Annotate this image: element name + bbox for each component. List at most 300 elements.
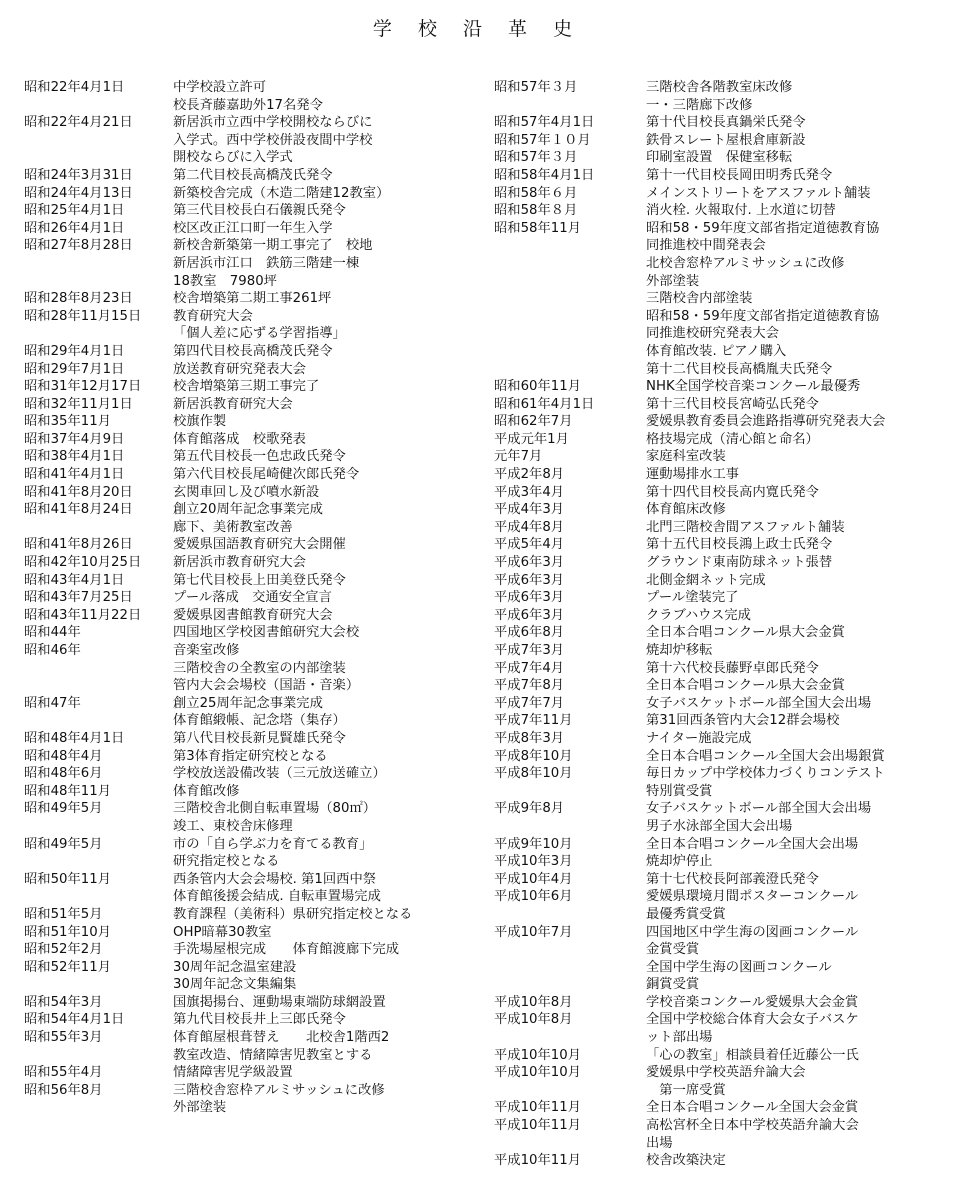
entry-text: 同推進校中間発表会 (646, 238, 766, 254)
entry-text: 音楽室改修 (173, 643, 240, 658)
entry-text: OHP暗幕30教室 (173, 924, 272, 940)
history-entry (494, 695, 949, 713)
history-entry (24, 202, 464, 220)
history-column-right (494, 79, 949, 1170)
entry-date: 昭和55年3月 (24, 1030, 103, 1046)
history-entry (494, 431, 949, 449)
entry-text: 愛媛県国語教育研究大会開催 (173, 537, 346, 553)
history-entry (494, 765, 949, 783)
entry-date: 平成10年10月 (494, 1047, 582, 1063)
history-entry (24, 484, 464, 502)
history-entry (494, 484, 949, 502)
entry-text: 三階校舎窓枠アルミサッシュに改修 (173, 1082, 385, 1098)
entry-date: 昭和35年11月 (24, 414, 112, 430)
history-entry (24, 185, 464, 203)
entry-date: 昭和51年10月 (24, 924, 112, 940)
history-entry (494, 185, 949, 203)
entry-date: 昭和38年4月1日 (24, 449, 125, 465)
history-entry (494, 1135, 949, 1153)
entry-text: 第十三代目校長宮崎弘氏発令 (646, 396, 819, 412)
entry-date: 昭和43年11月22日 (24, 607, 142, 623)
entry-text: 第十一代目校長岡田明秀氏発令 (646, 167, 833, 183)
entry-date: 平成9年8月 (494, 801, 565, 817)
history-entry (494, 237, 949, 255)
history-entry (24, 712, 464, 730)
entry-text: 消火栓. 火報取付. 上水道に切替 (646, 203, 836, 219)
history-entry (494, 906, 949, 924)
entry-text: 市の「自ら学ぶ力を育てる教育」 (173, 836, 373, 852)
entry-text: 新校舎新築第一期工事完了 校地 (173, 238, 373, 254)
history-entry (494, 114, 949, 132)
entry-date (494, 941, 646, 959)
history-entry (24, 1029, 464, 1047)
entry-text: 最優秀賞受賞 (646, 906, 726, 922)
entry-date: 昭和54年4月1日 (24, 1012, 125, 1028)
history-entry (24, 730, 464, 748)
entry-text: 開校ならびに入学式 (173, 150, 293, 166)
entry-date: 平成10年10月 (494, 1065, 582, 1081)
entry-text: 第五代目校長一色忠政氏発令 (173, 449, 346, 465)
history-entry (24, 800, 464, 818)
entry-text: 全国中学校総合体育大会女子バスケ (646, 1012, 859, 1028)
entry-text: 校区改正江口町一年生入学 (173, 220, 333, 236)
entry-date: 平成4年3月 (494, 502, 565, 518)
entry-date (494, 273, 646, 291)
entry-text: 北校舎窓枠アルミサッシュに改修 (646, 255, 845, 271)
entry-text: 第七代目校長上田美登氏発令 (173, 572, 346, 588)
history-entry (24, 783, 464, 801)
entry-date (494, 906, 646, 924)
entry-text: 愛媛県環境月間ポスターコンクール (646, 889, 859, 905)
entry-text: 第十五代目校長鴻上政士氏発令 (646, 537, 833, 553)
history-entry (494, 132, 949, 150)
entry-text: 30周年記念文集編集 (173, 977, 297, 993)
entry-date: 昭和58年８月 (494, 203, 578, 219)
entry-text: 高松宮杯全日本中学校英語弁論大会 (646, 1118, 859, 1134)
entry-text: 全日本合唱コンクール全国大会金賞 (646, 1100, 859, 1116)
history-entry (24, 1099, 464, 1117)
entry-text: 特別賞受賞 (646, 783, 713, 799)
entry-date: 平成10年4月 (494, 871, 573, 887)
entry-date: 昭和61年4月1日 (494, 396, 595, 412)
entry-text: 管内大会会場校（国語・音楽） (173, 678, 360, 694)
history-entry (24, 378, 464, 396)
history-entry (24, 167, 464, 185)
history-entry (24, 660, 464, 678)
entry-date (24, 273, 173, 291)
entry-text: 体育館緞帳、記念塔（集存） (173, 713, 346, 729)
entry-text: 愛媛県中学校英語弁論大会 (646, 1065, 806, 1081)
history-entry (24, 871, 464, 889)
history-entry (24, 607, 464, 625)
entry-text: 体育館改装. ピアノ購入 (646, 343, 787, 359)
entry-text: 情緒障害児学級設置 (173, 1065, 293, 1081)
entry-text: 教育研究大会 (173, 308, 253, 324)
history-entry (494, 290, 949, 308)
entry-date (494, 976, 646, 994)
history-entry (494, 273, 949, 291)
entry-text: 第三代目校長白石儀親氏発令 (173, 203, 346, 219)
history-entry (494, 800, 949, 818)
history-entry (24, 290, 464, 308)
entry-text: 体育館後援会結成. 自転車置場完成 (173, 889, 381, 905)
entry-text: 一・三階廊下改修 (646, 97, 753, 113)
entry-date: 昭和62年7月 (494, 414, 573, 430)
entry-text: メインストリートをアスファルト舗装 (646, 185, 871, 201)
entry-date: 昭和25年4月1日 (24, 203, 125, 219)
history-entry (24, 906, 464, 924)
entry-text: 廊下、美術教室改善 (173, 519, 293, 535)
entry-date: 平成10年7月 (494, 924, 573, 940)
entry-date: 平成7年3月 (494, 643, 565, 658)
history-entry (494, 1099, 949, 1117)
entry-text: 男子水泳部全国大会出場 (646, 818, 793, 834)
entry-text: 全国中学生海の図画コンクール (646, 959, 832, 975)
entry-text: 北側金網ネット完成 (646, 572, 766, 588)
entry-date: 昭和47年 (24, 695, 81, 711)
entry-date: 昭和44年 (24, 625, 81, 641)
entry-date (24, 132, 173, 150)
entry-text: 校舎増築第三期工事完了 (173, 379, 320, 395)
history-entry (494, 97, 949, 115)
entry-date (24, 976, 173, 994)
history-entry (494, 378, 949, 396)
history-entry (494, 343, 949, 361)
entry-date: 昭和52年11月 (24, 959, 112, 975)
entry-date (494, 325, 646, 343)
history-entry (494, 202, 949, 220)
entry-date (24, 1047, 173, 1065)
entry-text: 全日本合唱コンクール全国大会出場 (646, 836, 859, 852)
entry-date: 昭和29年4月1日 (24, 343, 125, 359)
entry-date: 昭和49年5月 (24, 801, 103, 817)
entry-text: 金賞受賞 (646, 942, 700, 958)
entry-text: 第六代目校長尾崎健次郎氏発令 (173, 467, 360, 483)
entry-text: 第八代目校長新見賢雄氏発令 (173, 730, 346, 746)
entry-date: 平成4年8月 (494, 519, 565, 535)
history-entry (24, 818, 464, 836)
entry-text: 学校放送設備改装（三元放送確立） (173, 766, 386, 782)
history-entry (494, 888, 949, 906)
history-entry (24, 677, 464, 695)
entry-date: 昭和52年2月 (24, 942, 103, 958)
entry-text: 体育館屋根葺替え 北校舎1階西2 (173, 1030, 390, 1046)
history-entry (24, 589, 464, 607)
history-entry (494, 572, 949, 590)
history-entry (24, 132, 464, 150)
entry-text: 研究指定校となる (173, 854, 280, 870)
entry-text: プール落成 交通安全宣言 (173, 590, 332, 606)
entry-date: 昭和29年7月1日 (24, 361, 125, 377)
history-entry (24, 1064, 464, 1082)
entry-date: 昭和54年3月 (24, 994, 103, 1010)
history-entry (494, 730, 949, 748)
entry-text: 国旗掲揚台、運動場東端防球網設置 (173, 994, 386, 1010)
entry-date (24, 712, 173, 730)
history-entry (24, 642, 464, 660)
entry-date: 昭和58年11月 (494, 220, 582, 236)
history-entry (24, 396, 464, 414)
history-entry (24, 343, 464, 361)
entry-date (24, 149, 173, 167)
entry-date: 平成10年11月 (494, 1100, 582, 1116)
entry-date (494, 1029, 646, 1047)
entry-date (494, 343, 646, 361)
history-entry (494, 660, 949, 678)
history-entry (494, 1029, 949, 1047)
history-column-left (24, 79, 464, 1117)
entry-date: 平成10年11月 (494, 1153, 582, 1169)
entry-date: 昭和49年5月 (24, 836, 103, 852)
entry-text: 18教室 7980坪 (173, 273, 277, 289)
history-entry (494, 1011, 949, 1029)
entry-date: 昭和58年4月1日 (494, 167, 595, 183)
entry-text: 西条管内大会会場校. 第1回西中祭 (173, 871, 377, 887)
history-entry (24, 308, 464, 326)
entry-date: 平成7年11月 (494, 713, 573, 729)
entry-text: ット部出場 (646, 1030, 713, 1046)
history-entry (24, 536, 464, 554)
entry-text: グラウンド東南防球ネット張替 (646, 555, 833, 571)
history-entry (24, 888, 464, 906)
entry-text: 印刷室設置 保健室移転 (646, 150, 793, 166)
entry-text: 銅賞受賞 (646, 977, 700, 993)
history-entry (494, 871, 949, 889)
history-entry (24, 695, 464, 713)
history-entry (24, 1011, 464, 1029)
entry-text: 外部塗装 (173, 1100, 227, 1116)
entry-date: 平成7年4月 (494, 660, 565, 676)
history-entry (494, 554, 949, 572)
entry-text: 校旗作製 (173, 414, 227, 430)
entry-text: 第四代目校長高橋茂氏発令 (173, 343, 333, 359)
history-entry (494, 624, 949, 642)
history-entry (24, 765, 464, 783)
entry-text: 女子バスケットボール部全国大会出場 (646, 695, 872, 711)
entry-text: 第3体育指定研究校となる (173, 748, 328, 764)
entry-date: 昭和24年4月13日 (24, 185, 133, 201)
entry-text: プール塗装完了 (646, 590, 739, 606)
entry-date: 昭和37年4月9日 (24, 431, 125, 447)
history-entry (494, 642, 949, 660)
entry-date: 平成3年4月 (494, 484, 565, 500)
entry-text: 校舎改築決定 (646, 1153, 726, 1169)
entry-text: 第十四代目校長高内寛氏発令 (646, 484, 819, 500)
entry-text: 昭和58・59年度文部省指定道徳教育協 (646, 308, 880, 324)
entry-date (24, 660, 173, 678)
entry-date: 平成5年4月 (494, 537, 565, 553)
entry-text: 同推進校研究発表大会 (646, 326, 779, 342)
entry-text: 第十七代校長阿部義澄氏発令 (646, 871, 819, 887)
entry-text: 焼却炉移転 (646, 643, 713, 658)
entry-date: 昭和57年３月 (494, 80, 578, 95)
history-entry (494, 1064, 949, 1082)
history-entry (24, 836, 464, 854)
history-entry (494, 748, 949, 766)
entry-date: 昭和58年６月 (494, 185, 578, 201)
history-entry (494, 783, 949, 801)
history-entry (24, 572, 464, 590)
entry-text: 竣工、東校舎床修理 (173, 818, 293, 834)
history-entry (24, 237, 464, 255)
entry-date (494, 361, 646, 379)
entry-date: 平成7年8月 (494, 678, 565, 694)
history-entry (24, 554, 464, 572)
entry-date (24, 325, 173, 343)
entry-text: 新居浜市江口 鉄筋三階建一棟 (173, 255, 360, 271)
entry-date (24, 255, 173, 273)
history-entry (24, 994, 464, 1012)
entry-date: 昭和46年 (24, 643, 81, 658)
entry-date: 昭和48年11月 (24, 783, 112, 799)
history-entry (24, 114, 464, 132)
entry-text: 格技場完成（清心館と命名） (646, 431, 819, 447)
entry-date: 平成10年6月 (494, 889, 573, 905)
entry-date (24, 519, 173, 537)
entry-text: 第十六代校長藤野卓郎氏発令 (646, 660, 819, 676)
entry-date (24, 888, 173, 906)
history-entry (494, 79, 949, 97)
entry-date (24, 1099, 173, 1117)
history-entry (494, 712, 949, 730)
history-entry (494, 1152, 949, 1170)
entry-text: 家庭科室改装 (646, 449, 726, 465)
entry-date: 昭和28年8月23日 (24, 291, 133, 307)
entry-text: 「個人差に応ずる学習指導」 (173, 326, 346, 342)
history-entry (24, 519, 464, 537)
entry-date: 平成6年3月 (494, 607, 565, 623)
entry-date: 平成10年11月 (494, 1118, 582, 1134)
history-entry (24, 924, 464, 942)
entry-text: 第二代目校長高橋茂氏発令 (173, 167, 333, 183)
page-title: 学 校 沿 革 史 (372, 18, 583, 40)
history-entry (24, 255, 464, 273)
entry-date: 平成10年8月 (494, 994, 573, 1010)
history-entry (494, 589, 949, 607)
entry-text: ナイター施設完成 (646, 730, 752, 746)
history-entry (24, 501, 464, 519)
history-entry (24, 325, 464, 343)
entry-text: 玄関車回し及び噴水新設 (173, 484, 320, 500)
entry-text: 新居浜市立西中学校開校ならびに (173, 115, 373, 131)
entry-date (24, 677, 173, 695)
entry-text: 教室改造、情緒障害児教室とする (173, 1047, 373, 1063)
entry-date (494, 255, 646, 273)
history-entry (494, 448, 949, 466)
entry-date: 昭和48年6月 (24, 766, 103, 782)
entry-text: 創立25周年記念事業完成 (173, 695, 323, 711)
history-entry (24, 220, 464, 238)
entry-date: 平成8年10月 (494, 748, 573, 764)
entry-text: 昭和58・59年度文部省指定道徳教育協 (646, 220, 880, 236)
history-entry (24, 273, 464, 291)
entry-text: 第九代目校長井上三郎氏発令 (173, 1012, 346, 1028)
entry-text: 30周年記念温室建設 (173, 959, 297, 975)
entry-text: 校長斉藤嘉助外17名発令 (173, 97, 323, 113)
entry-date (494, 290, 646, 308)
history-entry (24, 748, 464, 766)
entry-text: 新居浜教育研究大会 (173, 396, 293, 412)
entry-date: 平成元年1月 (494, 431, 569, 447)
entry-date: 昭和41年8月20日 (24, 484, 133, 500)
entry-text: 焼却炉停止 (646, 854, 713, 870)
history-entry (494, 677, 949, 695)
entry-date: 平成8年3月 (494, 730, 565, 746)
history-entry (24, 466, 464, 484)
entry-text: 新居浜市教育研究大会 (173, 555, 306, 571)
entry-text: 三階校舎内部塗装 (646, 291, 753, 307)
history-entry (494, 1082, 949, 1100)
entry-text: 第十二代目校長高橋胤夫氏発令 (646, 361, 833, 377)
entry-date (494, 1135, 646, 1153)
entry-date: 平成2年8月 (494, 467, 565, 483)
history-entry (494, 413, 949, 431)
entry-date: 昭和26年4月1日 (24, 220, 125, 236)
entry-date (494, 308, 646, 326)
history-entry (494, 220, 949, 238)
history-entry (24, 431, 464, 449)
entry-text: 外部塗装 (646, 273, 700, 289)
entry-date: 昭和41年8月26日 (24, 537, 133, 553)
entry-date: 平成9年10月 (494, 836, 573, 852)
history-entry (494, 308, 949, 326)
entry-text: 第一席受賞 (646, 1082, 726, 1098)
entry-text: 「心の教室」相談員着任近藤公一氏 (646, 1047, 859, 1063)
history-entry (24, 624, 464, 642)
history-entry (494, 994, 949, 1012)
entry-date: 昭和43年4月1日 (24, 572, 125, 588)
entry-text: 毎日カップ中学校体力づくりコンテスト (646, 766, 885, 782)
history-entry (24, 79, 464, 97)
history-entry (494, 396, 949, 414)
entry-text: 運動場排水工事 (646, 467, 740, 483)
history-entry (24, 1082, 464, 1100)
entry-text: 鉄骨スレート屋根倉庫新設 (646, 132, 806, 148)
entry-text: 体育館落成 校歌発表 (173, 431, 306, 447)
entry-text: 手洗場屋根完成 体育館渡廊下完成 (173, 942, 400, 958)
history-entry (24, 448, 464, 466)
entry-text: 全日本合唱コンクール全国大会出場銀賞 (646, 748, 885, 764)
history-entry (494, 361, 949, 379)
entry-text: 第十代目校長真鍋栄氏発令 (646, 115, 806, 131)
entry-date: 平成6年3月 (494, 555, 565, 571)
entry-date: 昭和41年8月24日 (24, 502, 133, 518)
entry-date: 平成10年3月 (494, 854, 573, 870)
entry-date: 昭和32年11月1日 (24, 396, 133, 412)
entry-date: 元年7月 (494, 449, 543, 465)
entry-date (494, 818, 646, 836)
entry-date: 平成6年8月 (494, 625, 565, 641)
history-entry (494, 607, 949, 625)
entry-text: 体育館改修 (173, 783, 240, 799)
entry-text: 校舎増築第二期工事261坪 (173, 291, 332, 307)
entry-text: 北門三階校舎間アスファルト舗装 (646, 519, 845, 535)
history-entry (494, 924, 949, 942)
history-entry (494, 836, 949, 854)
entry-text: 新築校舎完成（木造二階建12教室） (173, 185, 390, 201)
entry-date (494, 959, 646, 977)
entry-text: 四国地区学校図書館研究大会校 (173, 625, 360, 641)
entry-date: 昭和41年4月1日 (24, 467, 125, 483)
history-entry (494, 1047, 949, 1065)
entry-date: 昭和22年4月21日 (24, 115, 133, 131)
entry-date: 昭和57年１０月 (494, 132, 591, 148)
entry-text: 学校音楽コンクール愛媛県大会金賞 (646, 994, 859, 1010)
history-entry (494, 255, 949, 273)
entry-date: 昭和51年5月 (24, 906, 103, 922)
entry-date: 昭和24年3月31日 (24, 167, 133, 183)
entry-text: 三階校舎の全教室の内部塗装 (173, 660, 346, 676)
